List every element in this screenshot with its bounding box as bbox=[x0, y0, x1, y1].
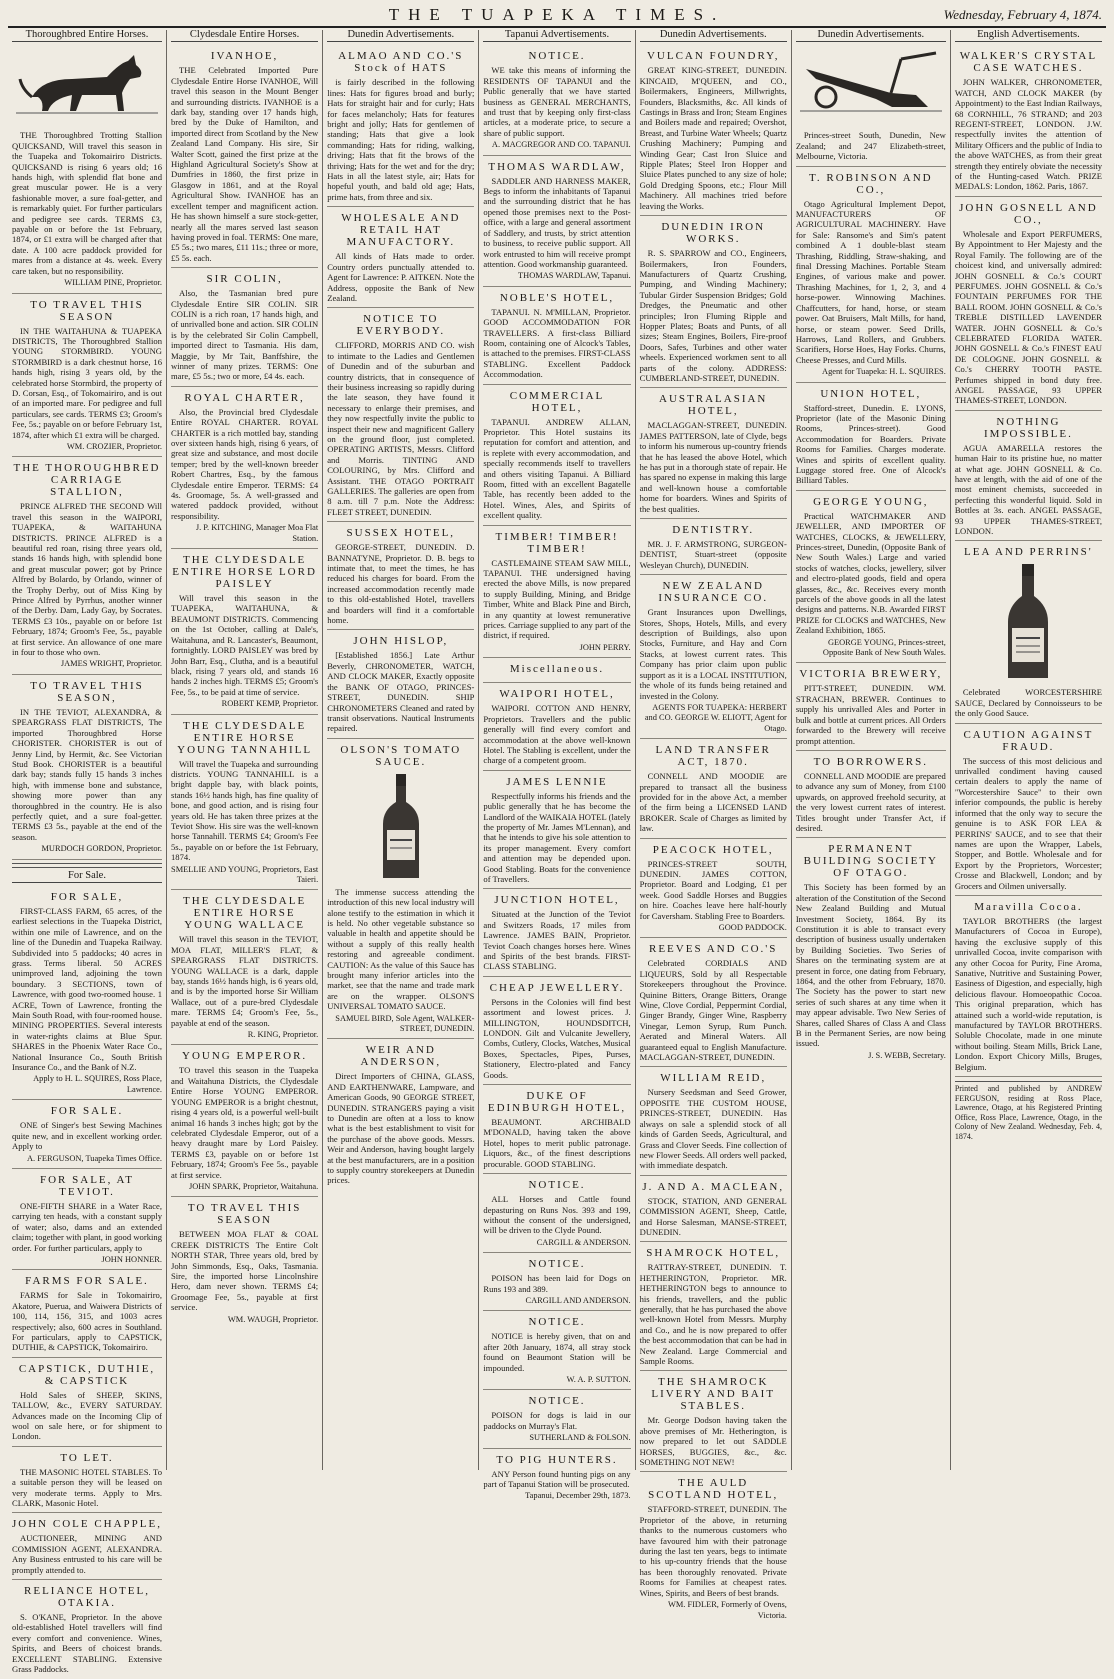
advertisement-title: LAND TRANSFER ACT, 1870. bbox=[655, 744, 771, 769]
advertisement bbox=[12, 1358, 162, 1447]
advertisement-body: Celebrated CORDIALS AND LIQUEURS, Sold by all Respectable Storekeepers throughout the Province. Quinine Bitters, Orange Bitters, Orange Wine, Clove Cordial, Peppermint Cordial, Ginger Brandy, Ginger Wine, Raspberry Vinegar, Lemon Syrup, Rum Punch. Aerated and Mineral Waters. All guaranteed equal to English Manufacture. MACLAGGAN-STREET, DUNEDIN. bbox=[639, 958, 787, 1063]
advertisement-body: STAFFORD-STREET, DUNEDIN. The Proprietor of the above, in returning thanks to the numerous customers who have favoured him with their patronage during the last ten years, begs to intimate to his up-country friends that the house has been thoroughly renovated. Private Rooms for Families at cheapest rates. Wines, Spirits, and Beers of best brands. bbox=[639, 1504, 787, 1598]
advertisement bbox=[955, 197, 1102, 411]
advertisement bbox=[483, 1390, 630, 1448]
plough-woodcut-icon bbox=[796, 49, 946, 119]
advertisement bbox=[955, 541, 1102, 723]
advertisement-title: THE SHAMROCK LIVERY AND BAIT STABLES. bbox=[651, 1376, 776, 1413]
advertisement bbox=[483, 1449, 630, 1506]
advertisement bbox=[483, 889, 630, 976]
advertiser-signature: THOMAS WARDLAW, Tapanui. bbox=[518, 271, 631, 281]
advertisement bbox=[483, 156, 630, 287]
advertisement bbox=[796, 127, 946, 166]
column-heading: Thoroughbred Entire Horses. bbox=[12, 30, 162, 42]
advertisement bbox=[640, 45, 787, 216]
column-2 bbox=[166, 30, 322, 1470]
advertiser-signature: JOHN HONNER. bbox=[101, 1254, 162, 1264]
advertisement-body: AUCTIONEER, MINING AND COMMISSION AGENT, ALEXANDRA. Any Business entrusted to his care will be promptly attended to. bbox=[12, 1533, 162, 1575]
advertisement bbox=[640, 519, 787, 575]
advertisement-title: IVANHOE, bbox=[210, 50, 279, 63]
column-6 bbox=[791, 30, 950, 1470]
advertisement-body: CASTLEMAINE STEAM SAW MILL, TAPANUI. THE undersigned having erected the above Mills, is now prepared to supply Building, Mining, and Bridge Timber, White and Black Pine and Birch, in any quantity at lowest remunerative prices. Carriage supplied to any part of the district, if required. bbox=[483, 557, 631, 641]
advertisement bbox=[796, 491, 946, 664]
advertiser-signature: SMELLIE AND YOUNG, Proprietors, East Taieri. bbox=[171, 864, 319, 884]
advertisement bbox=[12, 127, 162, 293]
advertisement-title: REEVES AND CO.'S bbox=[649, 943, 778, 956]
advertisement-body: IN THE WAITAHUNA & TUAPEKA DISTRICTS, The Thoroughbred Stallion YOUNG STORMBIRD. YOUNG STORMBIRD is a dark chestnut horse, 16 hands high, rising 3 years old, by the celebrated horse Stormbird, the property of D. Corsan, Esq., of Tokomairiro, and is out of an imported mare. For pedigree and full particulars, see cards. TERMS £3; Groom's Fee, 5s.; payable on or before February 1st, 1874, after which £1 extra will be charged. bbox=[12, 325, 162, 440]
advertisement-title: FARMS FOR SALE. bbox=[25, 1275, 149, 1288]
advertisement-title: TO TRAVEL THIS SEASON bbox=[30, 298, 144, 323]
advertiser-signature: GOOD PADDOCK. bbox=[718, 923, 787, 932]
advertisement-body: CLIFFORD, MORRIS AND CO. wish to intimate to the Ladies and Gentlemen of Dunedin and of the suburban and country districts, that in consequence of their business increasing so rapidly during the late season, they have found it necessary to enlarge their premises, and they now respectfully invite the public to inspect their new and magnificent Gallery on the ground floor, just completed. OPERATING ARTISTS, Messrs. Clifford and Morris. TINTING AND COLOURING, by Mrs. Clifford and Assistant. THE OTAGO PORTRAIT GALLERIES. The galleries are open from 8 a.m. till 7 p.m. Note the Address: FLEET STREET, DUNEDIN. bbox=[327, 340, 475, 517]
advertisement-body: This Society has been formed by an alteration of the Constitution of the Second New Zealand Building and Mutual Investment Society, 1864. By its Constitution it is able to transact every description of business usually undertaken by Building Societies. Two Series of Shares on the terminating system are at present in force, one dating from February, 1864, and the other from February, 1870. The Society has the power to start new series of such shares at any time when it may appear advisable. Two New Series of Shares, called Shares of Class A and Class B in the Permanent Series, are now being issued. bbox=[795, 882, 946, 1049]
advertisement bbox=[171, 1045, 318, 1197]
column-heading: Dunedin Advertisements. bbox=[640, 30, 787, 42]
advertisement-body: NOTICE is hereby given, that on and after 20th January, 1874, all stray stock found on Beaumont Station will be impounded. bbox=[483, 1331, 631, 1373]
advertiser-signature: J. P. KITCHING, Manager Moa Flat Station. bbox=[195, 523, 319, 543]
advertiser-signature: A. FERGUSON, Tuapeka Times Office. bbox=[26, 1153, 162, 1163]
advertisement-title: NOTHING IMPOSSIBLE. bbox=[983, 415, 1073, 440]
advertisement-title: NEW ZEALAND INSURANCE CO. bbox=[658, 580, 769, 605]
advertiser-signature: Agent for Tuapeka: H. L. SQUIRES. bbox=[822, 367, 946, 377]
advertisement-title: WHOLESALE AND RETAIL HAT MANUFACTORY. bbox=[341, 212, 461, 249]
column-4 bbox=[478, 29, 634, 1501]
advertisement-body: MACLAGGAN-STREET, DUNEDIN. JAMES PATTERSON, late of Clyde, begs to inform his numerous up-country friends that he has leased the above Hotel, which he has put in a thorough state of repair. He has spared no expense in making this large and well-known house a comfortable home for boarders. Wines and Spirits of the best qualities. bbox=[639, 420, 787, 514]
advertisement-body: Celebrated WORCESTERSHIRE SAUCE, Declared by Connoisseurs to be the only Good Sauce. bbox=[954, 687, 1103, 719]
advertisement bbox=[955, 45, 1102, 196]
advertisement bbox=[171, 45, 318, 268]
advertisement bbox=[796, 838, 946, 1065]
advertisement bbox=[327, 207, 474, 308]
advertisement-title: NOTICE TO EVERYBODY. bbox=[356, 313, 446, 338]
advertisement-title: WAIPORI HOTEL, bbox=[499, 688, 615, 701]
advertiser-signature: AGENTS FOR TUAPEKA: HERBERT and CO. GEORGE W. ELIOTT, Agent for Otago. bbox=[644, 702, 787, 733]
advertisement-body: FARMS for Sale in Tokomairiro, Akatore, Puerua, and Waiwera Districts of 100, 114, 156, 315, and 1003 acres respectively; also, 600 acres in Southland. For particulars, apply to CAPSTICK, DUTHIE, & CAPSTICK, Tokomairiro. bbox=[12, 1290, 162, 1353]
advertisement-title: TIMBER! TIMBER! TIMBER! bbox=[495, 530, 619, 555]
section-heading: For Sale. bbox=[12, 871, 162, 883]
advertisement-title: THE AULD SCOTLAND HOTEL, bbox=[648, 1477, 779, 1502]
advertisement-body: IN THE TEVIOT, ALEXANDRA, & SPEARGRASS FLAT DISTRICTS, The imported Thoroughbred Horse CHORISTER. CHORISTER is out of Jenny Lind, by Hermit, &c. See Victorian Stud Book. CHORISTER is a beautiful dark bay; stands fully 15 hands 3 inches high, with immense bone and substance, showing more power than any thoroughbred in the country. He is also perfectly quiet, and a sure foal-getter. TERMS £3 5s., payable at the end of the season. bbox=[12, 706, 162, 842]
advertisement-body: Otago Agricultural Implement Depot, MANUFACTURERS OF AGRICULTURAL MACHINERY. Have for Sale: Ransome's and Sim's patent combined A 1 double-blast steam Thrashing, Riddling, Straw-shaking, and final Dressing Machines. Portable Steam Engines, of various make and power. Thrashing Machines, for 1, 2, 3, and 4 horse-power. Winnowing Machines. Chaffcutters, for hand, horse, or steam power. Oat Bruisers, Malt Mills, for hand, horse, or steam power. Seed Drills, Harrows, Land Rollers, and Grubbers. Scarifiers, Horse Hoes, Hay Forks. Churns, Cheese Presses, and Curd Mills. bbox=[795, 198, 946, 365]
advertisement-title: NOTICE. bbox=[528, 1179, 586, 1192]
advertisement-body: Wholesale and Export PERFUMERS, By Appointment to Her Majesty and the Royal Family. The following are of the choicest kind, and universally admired: JOHN GOSNELL & Co.'s COURT PERFUMES. JOHN GOSNELL & Co.'s FOUNTAIN PERFUMES FOR THE BALL ROOM. JOHN GOSNELL & Co.'s TREBLE DISTILLED LAVENDER WATER. JOHN GOSNELL & Co.'s CELEBRATED FLORIDA WATER. JOHN GOSNELL & Co.'s FINEST EAU DE COLOGNE. JOHN GOSNELL & Co.'s CHERRY TOOTH PASTE. Perfumes shipped in bond duty free. ANGEL PASSAGE, 93 UPPER THAMES-STREET, LONDON. bbox=[954, 228, 1103, 406]
advertisement bbox=[483, 771, 630, 890]
column-heading: English Advertisements. bbox=[955, 30, 1102, 42]
advertisement-title: THE CLYDESDALE ENTIRE HORSE YOUNG TANNAHILL bbox=[177, 719, 313, 756]
advertisement-title: GEORGE YOUNG, bbox=[813, 495, 929, 508]
advertisement-title: NOBLE'S HOTEL, bbox=[499, 291, 615, 304]
advertisement bbox=[955, 896, 1102, 1077]
newspaper-title: THE TUAPEKA TIMES. bbox=[388, 5, 726, 24]
advertisement-title: OLSON'S TOMATO SAUCE. bbox=[340, 743, 462, 768]
advertisement-body: TO travel this season in the Tuapeka and Waitahuna Districts, the Clydesdale Entire Horse YOUNG EMPEROR. YOUNG EMPEROR is a bright chestnut, rising 4 years old, is a powerful well-built animal 16 hands 3 inches high; got by the celebrated Clydesdale Emperor, out of a heavy draught mare by Lord Paisley. TERMS £3, payable on or before 1st February, 1874; Groom's Fee 5s., payable at first service. bbox=[171, 1065, 319, 1180]
column-1 bbox=[8, 29, 166, 1675]
advertisement-body: CONNELL AND MOODIE are prepared to advance any sum of Money, from £100 upwards, on approved freehold security, at the very lowest current rates of interest. Titles brought under Transfer Act, if desired. bbox=[795, 770, 946, 833]
advertisement-body: Situated at the Junction of the Teviot and Switzers Roads, 17 miles from Lawrence. JAMES BAIN, Proprietor. Teviot Coach changes horses here. Wines and Spirits of the best brands. FIRST-CLASS STABLING. bbox=[483, 909, 631, 972]
advertisement bbox=[483, 287, 630, 385]
advertisement-title: SUSSEX HOTEL, bbox=[346, 527, 456, 540]
advertisement-body: SADDLER AND HARNESS MAKER, Begs to inform the inhabitants of Tapanui and the surrounding district that he has opened those premises next to the Post-office, with a large and general assortment of Saddlery, and trusts, by strict attention to business, to receive public support. All work entrusted to him will receive prompt attention. Good workmanship guaranteed. bbox=[483, 175, 631, 269]
advertisement bbox=[483, 1085, 630, 1174]
advertisement bbox=[796, 383, 946, 491]
issue-date: Wednesday, February 4, 1874. bbox=[943, 7, 1102, 22]
advertisement bbox=[12, 1100, 162, 1169]
advertisement bbox=[483, 1253, 630, 1311]
advertisement bbox=[327, 739, 474, 1040]
advertisement-title: SHAMROCK HOTEL, bbox=[646, 1247, 781, 1260]
sauce-bottle-icon bbox=[998, 562, 1058, 682]
horse-woodcut-icon bbox=[12, 49, 162, 119]
advertisement-title: VICTORIA BREWERY, bbox=[799, 668, 943, 681]
advertiser-signature: JOHN PERRY. bbox=[579, 642, 631, 652]
printer-imprint: Printed and published by ANDREW FERGUSON, residing at Ross Place, Lawrence, Otago, at his Registered Printing Office, Ross Place, Lawrence, Otago, in the Colony of New Zealand. Wednesday, Feb. 4, 1874. bbox=[955, 1081, 1102, 1142]
advertisement bbox=[796, 663, 946, 750]
advertisement bbox=[171, 387, 318, 549]
advertisement-title: COMMERCIAL HOTEL, bbox=[509, 389, 605, 414]
advertisement-title: TO TRAVEL THIS SEASON, bbox=[30, 679, 144, 704]
advertisement-body: ALL Horses and Cattle found depasturing on Runs Nos. 393 and 199, without the consent of the undersigned, will be driven to the Clyde Pound. bbox=[483, 1194, 631, 1236]
advertiser-signature: MURDOCH GORDON, Proprietor. bbox=[41, 844, 162, 854]
advertisement-title: NOTICE. bbox=[528, 1258, 586, 1271]
advertisement-title: Maravilla Cocoa. bbox=[974, 900, 1083, 913]
advertisement bbox=[796, 751, 946, 838]
advertisement bbox=[955, 411, 1102, 542]
tomato-sauce-bottle-icon bbox=[371, 772, 431, 882]
advertiser-signature: A. MACGREGOR AND CO. TAPANUI. bbox=[491, 140, 631, 150]
advertisement bbox=[327, 45, 474, 207]
advertisement-title: AUSTRALASIAN HOTEL, bbox=[659, 393, 768, 418]
advertisement bbox=[483, 45, 630, 155]
advertisement-body: Hold Sales of SHEEP, SKINS, TALLOW, &c., EVERY SATURDAY. Advances made on the Incoming Clip of wool on sale here, or for shipment to London. bbox=[12, 1389, 162, 1442]
columns-container bbox=[8, 29, 1106, 1675]
horse-illustration bbox=[12, 45, 162, 123]
advertisement-title: THE CLYDESDALE ENTIRE HORSE LORD PAISLEY bbox=[172, 554, 317, 591]
advertiser-signature: Apply to H. L. SQUIRES, Ross Place, Lawrence. bbox=[33, 1074, 162, 1094]
advertisement bbox=[327, 308, 474, 522]
advertisement-body: The immense success attending the introduction of this new local industry will alone testify to the estimation in which it is held. No other vegetable substance so valuable in health and appetite should be without a supply of this really health restoring and agreeable condiment. CAUTION: As the value of this Sauce has brought many inferior articles into the market, see that the name and trade mark are on the wrapper. OLSON'S UNIVERSAL TOMATO SAUCE. bbox=[327, 886, 475, 1012]
advertisement-body: Mr. George Dodson having taken the above premises of Mr. Hetherington, is now prepared to let out SADDLE HORSES, BUGGIES, &c., &c. SOMETHING NOT NEW! bbox=[639, 1415, 787, 1468]
advertisement bbox=[640, 839, 787, 939]
advertiser-signature: WM. CROZIER, Proprietor. bbox=[66, 441, 162, 451]
advertisement-body: GREAT KING-STREET, DUNEDIN. KINCAID, M'QUEEN, and CO., Boilermakers, Engineers, Millwrights, Founders, Blacksmiths, &c. All kinds of Castings in Brass and Iron; Steam Engines and Boilers made and repaired; Overshot, Breast, and Turbine Water Wheels; Quartz Crushing Machinery; Pumping and Winding Gear; Cast Iron Sluice and Ripple Plates; Steel Iron Hopper and Sluice Plates punched to any size of hole; Gold Dredging Spoons, etc.; Flour Mill Machinery. All machines tried before leaving the Works. bbox=[639, 65, 787, 211]
advertisement bbox=[12, 1447, 162, 1514]
advertisement-body: Respectfully informs his friends and the public generally that he has become the Landlord of the WAIKAIA HOTEL (lately the property of Mr. James M'Lennan), and that he intends to give his sole attention to its proper management. Every comfort and attention may be depended upon. Good Stabling. Boats for the convenience of Travellers. bbox=[483, 790, 631, 884]
advertisement-title: TO TRAVEL THIS SEASON bbox=[187, 1202, 302, 1227]
column-heading: Clydesdale Entire Horses. bbox=[171, 30, 318, 42]
advertisement-body: Direct Importers of CHINA, GLASS, AND EARTHENWARE, Lampware, and American Goods, 90 GEORGE STREET, DUNEDIN. STRANGERS paying a visit to Dunedin are often at a loss to know what is the best establishment to visit for the purchase of the above goods. Messrs. Weir and Anderson, having bought largely at the best manufacturers, are in a position to supply country storekeepers at Dunedin prices. bbox=[327, 1071, 475, 1186]
advertisement-title: CHEAP JEWELLERY. bbox=[489, 981, 625, 994]
advertisement bbox=[327, 522, 474, 630]
advertisement bbox=[12, 1580, 162, 1678]
advertisement-body: ANY Person found hunting pigs on any part of Tapanui Station will be prosecuted. bbox=[483, 1468, 631, 1489]
advertiser-signature: WILLIAM PINE, Proprietor. bbox=[64, 278, 162, 288]
advertisement-body: [Established 1856.] Late Arthur Beverly, CHRONOMETER, WATCH, AND CLOCK MAKER, Exactly opposite the BANK OF OTAGO, PRINCES-STREET, DUNEDIN. SHIP CHRONOMETERS Cleaned and rated by transit observations. Nautical Instruments repaired. bbox=[327, 650, 475, 734]
advertiser-signature: R. KING, Proprietor. bbox=[247, 1030, 319, 1040]
advertisement-body: MR. J. F. ARMSTRONG, SURGEON-DENTIST, Stuart-street (opposite Wesleyan Church), DUNEDIN. bbox=[639, 539, 787, 570]
advertisement bbox=[327, 630, 474, 738]
advertisement-body: RATTRAY-STREET, DUNEDIN. T. HETHERINGTON, Proprietor. MR. HETHERINGTON begs to announce to his friends, travellers, and the public generally, that he has purchased the above well-known Hotel from Messrs. Murphy and Co., and he is now prepared to offer the best accommodation that can be had in New Zealand. Large Commercial and Sample Rooms. bbox=[639, 1262, 787, 1366]
advertisement-title: FOR SALE, bbox=[50, 890, 124, 903]
advertisement-body: STOCK, STATION, AND GENERAL COMMISSION AGENT, Sheep, Cattle, and Horse Salesman, MANSE-STREET, DUNEDIN. bbox=[639, 1195, 787, 1237]
advertisement-body: ONE of Singer's best Sewing Machines quite new, and in excellent working order. Apply to bbox=[12, 1120, 162, 1152]
advertisement-title: JOHN GOSNELL AND CO., bbox=[959, 201, 1098, 226]
advertisement-body: TAPANUI. ANDREW ALLAN, Proprietor. This Hotel sustains its reputation for comfort and attention, and is replete with every accommodation, and specially recommends itself to travellers and others visiting Tapanui. A Billiard Room, fitted with an excellent Bagatelle Table, has recently been added to the Hotel. Wines, Ales, and Spirits of excellent quality. bbox=[483, 416, 631, 521]
advertisement-title: FOR SALE, AT TEVIOT. bbox=[40, 1173, 134, 1198]
advertisement-body: THE Celebrated Imported Pure Clydesdale Entire Horse IVANHOE, Will travel this season in the Mount Benger and surrounding districts. IVANHOE is a dark bay, standing over 17 hands high, bred by the Duke of Hamilton, and imported direct from Scotland by the New Zealand Land Company. His sire, Sir Walter Scott, gained the first prize at the Highland Agricultural Society's Show at Dumfries in 1860, the first prize in Glasgow in 1861, and at the Royal Agricultural Show. IVANHOE has an excellent temper and magnificent action. He has shown himself a sure stock-getter, nearly all the mares served last season having proved in foal. TERMS: One mare, £5 5s.; two mares, £11 11s.; three or more, £5 5s. each. bbox=[171, 65, 319, 263]
advertisement bbox=[12, 1169, 162, 1270]
advertiser-signature: WM. WAUGH, Proprietor. bbox=[227, 1314, 319, 1324]
advertisement bbox=[640, 1371, 787, 1472]
advertisement bbox=[12, 457, 162, 675]
advertisement-title: THE THOROUGHBRED CARRIAGE STALLION, bbox=[13, 462, 161, 499]
advertisement-title: DENTISTRY. bbox=[672, 524, 755, 537]
advertisement bbox=[483, 683, 630, 770]
advertisement-title: WALKER'S CRYSTAL CASE WATCHES. bbox=[959, 50, 1098, 75]
advertisement-title: PEACOCK HOTEL, bbox=[652, 843, 774, 856]
advertisement bbox=[171, 715, 318, 891]
advertisement-body: THE MASONIC HOTEL STABLES. To a suitable person they will be leased on very moderate terms. Apply to Mrs. CLARK, Masonic Hotel. bbox=[12, 1466, 162, 1509]
advertisement-body: Nursery Seedsman and Seed Grower, OPPOSITE THE CUSTOM HOUSE, PRINCES-STREET, DUNEDIN. Has always on sale a splendid stock of all kinds of Garden Seeds, Agricultural, and Grass and Clover Seeds. Fine collection of new Flower Seeds. All orders well packed, with immediate despatch. bbox=[639, 1087, 787, 1171]
advertisement-body: WE take this means of informing the RESIDENTS OF TAPANUI and the Public generally that we have started business as GENERAL MERCHANTS, and trust that by keeping only first-class articles, at a moderate price, to secure a share of public support. bbox=[483, 65, 631, 138]
advertisement-title: VULCAN FOUNDRY, bbox=[646, 50, 780, 63]
column-7 bbox=[950, 30, 1106, 1470]
advertisement bbox=[640, 938, 787, 1067]
advertisement-body: PITT-STREET, DUNEDIN. WM. STRACHAN, BREWER. Continues to supply his unrivalled Ales and Porter in bulk and bottle at current prices. All Orders forwarded to the Brewery will receive prompt attention. bbox=[795, 683, 946, 746]
advertisement-body: Persons in the Colonies will find best assortment and lowest prices. J. MILLINGTON, HOUNDSDITCH, LONDON. Gilt and Vulcanite Jewellery, Combs, Cutlery, Clocks, Watches, Musical Boxes, Spectacles, Pipes, Purses, Stationery, Electro-plated and Fancy Goods. bbox=[483, 996, 631, 1080]
advertisement-body: Also, the Tasmanian bred pure Clydesdale Entire SIR COLIN. SIR COLIN is a rich roan, 17 hands high, and of unrivalled bone and action. SIR COLIN is by the celebrated Sir Colin Campbell, imported direct to Tasmania. His dam, Maggie, by Mr Tait, Banffshire, the winner of many prizes. TERMS: One mare, £5 5s.; two or more, £4 4s. each. bbox=[171, 288, 319, 382]
advertisement bbox=[640, 388, 787, 519]
advertisement-body: is fairly described in the following lines: Hats for figures broad and burly; Hats for straight hair and for curly; Hats for faces melancholy; Hats for features bright and jolly; Hats for gentlemen of standing; Hats that give a look commanding; Hats for riding, walking, driving; Hats that fit the brows of the thriving; Hats for the wet and for the dry; Hats in all the latest style, air; Hats for hopeful youth, and bald old age; Hats, prime hats, from three and six. bbox=[327, 77, 475, 202]
advertisement bbox=[955, 724, 1102, 896]
advertisement-title: TO PIG HUNTERS. bbox=[496, 1453, 618, 1466]
advertisement-body: WAIPORI. COTTON AND HENRY, Proprietors. Travellers and the public generally will find every comfort and accommodation at the above well-known Hotel. The Stabling is excellent, under the charge of a competent groom. bbox=[483, 703, 631, 766]
sauce-bottle-illustration bbox=[955, 561, 1102, 683]
advertisement-body: Grant Insurances upon Dwellings, Stores, Shops, Hotels, Mills, and every description of Buildings, also upon Stocks, Furniture, and Hay and Corn Stacks, at lowest current rates. This Company has prior claim upon public support as it is a LOCAL INSTITUTION, the whole of its funds being retained and invested in the Colony. bbox=[639, 607, 787, 701]
advertisement-body: Princes-street South, Dunedin, New Zealand; and 247 Elizabeth-street, Melbourne, Victoria. bbox=[795, 130, 946, 162]
masthead bbox=[8, 4, 1106, 28]
advertiser-signature: CARGILL & ANDERSON. bbox=[536, 1237, 631, 1247]
advertisement-title: THE CLYDESDALE ENTIRE HORSE YOUNG WALLACE bbox=[183, 895, 307, 932]
advertisement-body: TAPANUI. N. M'MILLAN, Proprietor. GOOD ACCOMMODATION FOR TRAVELLERS. A first-class Billiard Room, containing one of Alcock's Tables, is attached to the premises. FIRST-CLASS STABLING. Excellent Paddock Accommodation. bbox=[483, 306, 631, 380]
advertiser-signature: JAMES WRIGHT, Proprietor. bbox=[60, 659, 162, 669]
advertisement bbox=[12, 886, 162, 1100]
advertisement-title: JOHN COLE CHAPPLE, bbox=[12, 1518, 162, 1531]
advertisement bbox=[483, 977, 630, 1085]
advertisement-title: ROYAL CHARTER, bbox=[184, 391, 305, 404]
advertisement-title: UNION HOTEL, bbox=[820, 387, 922, 400]
advertisement-title: FOR SALE. bbox=[50, 1105, 124, 1118]
advertisement bbox=[12, 294, 162, 458]
advertiser-signature: Tapanui, December 29th, 1873. bbox=[525, 1491, 631, 1501]
advertisement-body: PRINCE ALFRED THE SECOND Will travel this season in the WAIPORI, TUAPEKA, & WAITAHUNA DISTRICTS. PRINCE ALFRED is a beautiful red roan, rising three years old, stands 16 hands high, with splendid bone and great muscular power; got by Prince Alfred by Bolardo, by Orlando, winner of the Trophy Derby, out of Miss King by Prince Alfred by Pyrrhus, another winner of the Derby. Dam, Lady Gay, by Socrates. TERMS £3 10s., payable on or before 1st February, 1874; Groom's Fee, 5s., payable at first service. An allowance of one mare in four to those who own. bbox=[12, 501, 162, 658]
advertisement-title: WILLIAM REID, bbox=[660, 1072, 767, 1085]
advertisement-body: R. S. SPARROW and CO., Engineers, Boilermakers, Iron Founders, Manufacturers of Quartz Crushing, Pumping, and Winding Machinery; Tubular Girder Suspension Bridges; Gold Dredges, the Pneumatic and other principles; Iron Fluming Ripple and Hopper Plates; Boats and Punts, of all sizes; Steam Engines, Boilers, Fire-proof Doors, Safes, Turbines and other water wheels. Experienced workmen sent to all parts of the colony. ADDRESS: CUMBERLAND-STREET, DUNEDIN. bbox=[639, 248, 787, 383]
advertisement-body: CONNELL AND MOODIE are prepared to transact all the business provided for in the above Act, a member of the firm being a LICENSED LAND BROKER. Scale of Charges as limited by law. bbox=[639, 771, 787, 834]
advertisement-body: The success of this most delicious and unrivalled condiment having caused certain dealers to apply the name of "Worcestershire Sauce" to their own inferior compounds, the public is hereby informed that the only way to secure the genuine is to ASK FOR LEA & PERRINS' SAUCE, and to see that their names are upon the Wrapper, Labels, Stopper, and Bottle. Wholesale and for Export by the Proprietors, Worcester; Crosse and Blackwell, London; and by Grocers and Oilmen universally. bbox=[954, 755, 1103, 891]
advertiser-signature: GEORGE YOUNG, Princes-street, Opposite Bank of New South Wales. bbox=[822, 637, 946, 658]
advertisement bbox=[640, 1472, 787, 1624]
advertisement-title: CAPSTICK, DUTHIE, & CAPSTICK bbox=[18, 1362, 156, 1387]
advertisement bbox=[171, 549, 318, 714]
advertisement-title: NOTICE. bbox=[528, 1395, 586, 1408]
advertisement-body: FIRST-CLASS FARM, 65 acres, of the earliest selections in the Tuapeka District, within one mile of Lawrence, and on the line of the Dunedin and Tuapeka Railway. Subdivided into 5 paddocks; 40 acres in grass. Terms liberal. 50 ACRES unimproved land, adjoining the town boundary. 3 SECTIONS, town of Lawrence, with good two-roomed house. 1 ACRE, Town of Lawrence, fronting the Main South Road, with four-roomed house. MINING PROPERTIES. Several interests in water-rights claims at Blue Spur. SHARES in the Phoenix Water Race Co., National Insurance Co., South British Insurance Co., and the Bank of N.Z. bbox=[12, 905, 162, 1073]
advertisement-title: LEA AND PERRINS' bbox=[964, 546, 1093, 559]
advertisement-title: T. ROBINSON AND CO., bbox=[809, 171, 933, 196]
advertisement bbox=[640, 575, 787, 739]
advertisement-title: NOTICE. bbox=[528, 50, 586, 63]
advertisement bbox=[171, 268, 318, 387]
advertisement-body: All kinds of Hats made to order. Country orders punctually attended to. Agent for Lawrence: P. AITKEN. Note the Address, opposite the Bank of New Zealand. bbox=[327, 251, 475, 303]
advertisement-title: SIR COLIN, bbox=[206, 273, 283, 286]
advertisement-body: Will travel this season in the TEVIOT, MOA FLAT, MILLER'S FLAT, & SPEARGRASS FLAT DISTRICTS. YOUNG WALLACE is a dark, dapple bay, stands 16½ hands high, is 6 years old, and is by the imported horse Sir William Wallace, out of a pure-bred Clydesdale mare. TERMS £4; Groom's Fee, 5s., payable at end of the season. bbox=[171, 934, 319, 1028]
advertisement-title: JAMES LENNIE bbox=[506, 775, 608, 788]
advertisement-body: POISON has been laid for Dogs on Runs 193 and 389. bbox=[483, 1273, 631, 1294]
advertiser-signature: J. S. WEBB, Secretary. bbox=[868, 1050, 946, 1060]
advertisement-body: TAYLOR BROTHERS (the largest Manufacturers of Cocoa in Europe), having the exclusive supply of this unrivalled Cocoa, invite comparison with any other Cocoa for Purity, Fine Aroma, Sanative, Nutritive and Sustaining Power, Easiness of Digestion, and especially, high delicious flavour. Homoeopathic Cocoa. This original preparation, which has attained such a world-wide reputation, is manufactured by TAYLOR BROTHERS. Soluble Chocolate, made in one minute without boiling. Steam Mills, Brick Lane, London. Export Chicory Mills, Bruges, Belgium. bbox=[954, 915, 1103, 1072]
advertisement bbox=[796, 167, 946, 383]
advertisement bbox=[640, 1067, 787, 1175]
column-heading: Tapanui Advertisements. bbox=[483, 30, 630, 42]
advertisement-body: Stafford-street, Dunedin. E. LYONS, Proprietor (late of the Masonic Dining Rooms, Princes-street). Good Accommodation for Boarders. Private Rooms for Families. Charges moderate. Wines and spirits of excellent quality. Luggage stored free. One of Alcock's Billiard Tables. bbox=[795, 402, 946, 486]
advertisement-title: THOMAS WARDLAW, bbox=[488, 160, 626, 173]
advertisement-body: Will travel the Tuapeka and surrounding districts. YOUNG TANNAHILL is a bright dapple bay, with black points, stands 16½ hands high, has fine quality of bone, and good action, and is rising four years old. He has taken three prizes at the Teviot Show. His sire was the well-known horse Tannahill. TERMS £4; Groom's Fee 5s., payable on or before the 1st February, 1874. bbox=[171, 758, 319, 863]
advertisement bbox=[640, 1176, 787, 1243]
column-5 bbox=[635, 29, 791, 1620]
advertisement bbox=[12, 1513, 162, 1580]
advertiser-signature: JOHN SPARK, Proprietor, Waitahuna. bbox=[188, 1181, 319, 1191]
advertisement-body: AGUA AMARELLA restores the human Hair to its pristine hue, no matter at what age. JOHN GOSNELL & Co. have at length, with the aid of one of the most eminent chemists, succeeded in perfecting this wonderful liquid. Sold in Bottles at 3s. each. ANGEL PASSAGE, 93 UPPER THAMES-STREET, LONDON. bbox=[954, 442, 1103, 537]
advertisement bbox=[640, 216, 787, 388]
advertisement-body: Practical WATCHMAKER AND JEWELLER, AND IMPORTER OF WATCHES, CLOCKS, & JEWELLERY, Princes-street, Dunedin, (Opposite Bank of New South Wales.) Large and varied stocks of watches, clocks, jewellery, silver and electro-plated goods, field and opera glasses, &c., &c. Receives every month parcels of the above goods in all the latest designs and patterns. N.B. Awarded FIRST PRIZE for CLOCKS and WATCHES, New Zealand Exhibition, 1865. bbox=[795, 510, 946, 636]
advertisement-title: NOTICE. bbox=[528, 1316, 586, 1329]
advertiser-signature: WM. FIDLER, Formerly of Ovens, Victoria. bbox=[667, 1600, 787, 1620]
advertisement-title: ALMAO AND CO.'S Stock of HATS bbox=[338, 50, 464, 75]
advertisement bbox=[12, 675, 162, 860]
advertisement-body: JOHN WALKER, CHRONOMETER, WATCH, AND CLOCK MAKER (by Appointment) to the East Indian Railways, 68 CORNHILL, 76 STRAND; and 203 REGENT-STREET, LONDON. J.W. respectfully invites the attention of Military Officers and the public of India to the above WATCHES, as from their great strength they entirely obviate the necessity of the Hunting-cased Watch. PRIZE MEDALS: London, 1862. Paris, 1867. bbox=[954, 77, 1103, 192]
advertiser-signature: SAMUEL BIRD, Sole Agent, WALKER-STREET, DUNEDIN. bbox=[335, 1013, 475, 1033]
advertisement bbox=[12, 1270, 162, 1357]
advertisement-body: GEORGE-STREET, DUNEDIN. D. BANNATYNE, Proprietor. D. B. begs to intimate that, to meet the times, he has reduced his charges for board. From the increased accommodation recently made to this old-established Hotel, travellers and boarders will find it a comfortable home. bbox=[327, 542, 475, 626]
section-rule bbox=[12, 863, 162, 868]
advertisement-body: S. O'KANE, Proprietor. In the above old-established Hotel travellers will find every comfort and convenience. Wines, Spirits, and Beers of choicest brands. EXCELLENT STABLING. Extensive Grass Paddocks. bbox=[12, 1612, 162, 1675]
advertisement-title: DUKE OF EDINBURGH HOTEL, bbox=[487, 1090, 627, 1115]
advertisement bbox=[640, 739, 787, 838]
advertisement-body: Also, the Provincial bred Clydesdale Entire ROYAL CHARTER. ROYAL CHARTER is a rich mottled bay, standing over sixteen hands high, rising 6 years, of great size and substance, and most docile temper; bred by the well-known breeder Robert Chartres, Esq., by the famous Clydesdale entire Emperor. TERMS: £4 4s. Groomage, 5s. A well-grassed and watered paddock provided, without responsibility. bbox=[171, 406, 319, 521]
advertiser-signature: SUTHERLAND & FOLSON. bbox=[529, 1433, 631, 1443]
advertisement-body: POISON for dogs is laid in our paddocks on Murray's Flat. bbox=[483, 1410, 631, 1431]
advertisement-title: TO LET. bbox=[60, 1451, 114, 1464]
plough-illustration bbox=[796, 45, 946, 123]
advertisement bbox=[483, 526, 630, 659]
advertisement-title: J. AND A. MACLEAN, bbox=[642, 1180, 785, 1193]
advertisement-title: JUNCTION HOTEL, bbox=[494, 894, 620, 907]
advertisement-title: TO BORROWERS. bbox=[813, 755, 929, 768]
column-heading: Dunedin Advertisements. bbox=[327, 30, 474, 42]
advertisement bbox=[171, 890, 318, 1045]
advertisement bbox=[483, 1174, 630, 1253]
advertiser-signature: W. A. P. SUTTON. bbox=[566, 1374, 631, 1384]
advertisement-title: Miscellaneous. bbox=[509, 663, 605, 676]
column-heading: Dunedin Advertisements. bbox=[796, 30, 946, 42]
advertisement-title: YOUNG EMPEROR. bbox=[182, 1050, 308, 1063]
advertisement-body: BETWEEN MOA FLAT & COAL CREEK DISTRICTS The Entire Colt NORTH STAR, Three years old, bred by John Simmonds, Esq., Oaks, Tasmania. Sire, the imported horse Lincolnshire Hero, dam never shown. TERMS £4; Groomage Fee, 5s., payable at first service. bbox=[171, 1229, 319, 1313]
advertisement-title: JOHN HISLOP, bbox=[353, 635, 449, 648]
column-3 bbox=[322, 30, 478, 1470]
advertisement bbox=[171, 1197, 318, 1329]
advertisement-title: WEIR AND ANDERSON, bbox=[360, 1044, 442, 1069]
advertiser-signature: CARGILL AND ANDERSON. bbox=[525, 1295, 631, 1305]
advertisement-title: RELIANCE HOTEL, OTAKIA. bbox=[24, 1585, 150, 1610]
advertisement bbox=[483, 658, 630, 683]
advertisement-body: THE Thoroughbred Trotting Stallion QUICKSAND, Will travel this season in the Tuapeka and Tokomairiro Districts. QUICKSAND is rising 6 years old; 16 hands high, with splendid flat bone and great muscular power. He is a very fashionable mover, a sure foal-getter, and is remarkably quiet. For further particulars and pedigree see cards. TERMS £3, payable on or before the 1st February, 1874, or £1 extra will be charged after that date. A 100 acre paddock provided for mares from a distance at 4s. week. Every care taken, but no responsibility. bbox=[12, 130, 162, 276]
advertisement-body: BEAUMONT. ARCHIBALD M'DONALD, having taken the above Hotel, hopes to merit public patronage. Liquors, &c., of the finest descriptions procurable. GOOD STABLING. bbox=[483, 1117, 631, 1169]
advertisement-title: CAUTION AGAINST FRAUD. bbox=[963, 728, 1094, 753]
advertisement bbox=[327, 1039, 474, 1189]
advertisement-title: DUNEDIN IRON WORKS. bbox=[661, 221, 766, 246]
advertisement bbox=[640, 1242, 787, 1371]
advertisement-body: PRINCES-STREET SOUTH, DUNEDIN. JAMES COTTON, Proprietor. Board and Lodging, £1 per week. Good Saddle Horses and Buggies on hire. Coaches leave here half-hourly for Caversham. Stabling Free to Boarders. bbox=[639, 858, 787, 921]
tomato-sauce-illustration bbox=[327, 771, 474, 883]
advertisement-body: Will travel this season in the TUAPEKA, WAITAHUNA, & BEAUMONT DISTRICTS. Commencing on the 1st October, calling at Dale's, Waitahuna, and R. Lancaster's, Beaumont, fortnightly. LORD PAISLEY was bred by John Barr, Esq., Clutha, and is a beautiful black, rising 7 years old, and stands 16 hands 2 inches high. TERMS £5; Groom's Fee, 5s., to be paid at time of service. bbox=[171, 593, 319, 697]
advertisement bbox=[483, 1311, 630, 1390]
advertisement-title: PERMANENT BUILDING SOCIETY OF OTAGO. bbox=[803, 843, 938, 880]
advertiser-signature: ROBERT KEMP, Proprietor. bbox=[221, 699, 319, 709]
advertisement bbox=[483, 385, 630, 526]
advertisement-body: ONE-FIFTH SHARE in a Water Race, carrying ten heads, with a constant supply of water; also, dams and an extended claim; together with plant, in good working order. For further particulars, apply to bbox=[12, 1200, 162, 1253]
